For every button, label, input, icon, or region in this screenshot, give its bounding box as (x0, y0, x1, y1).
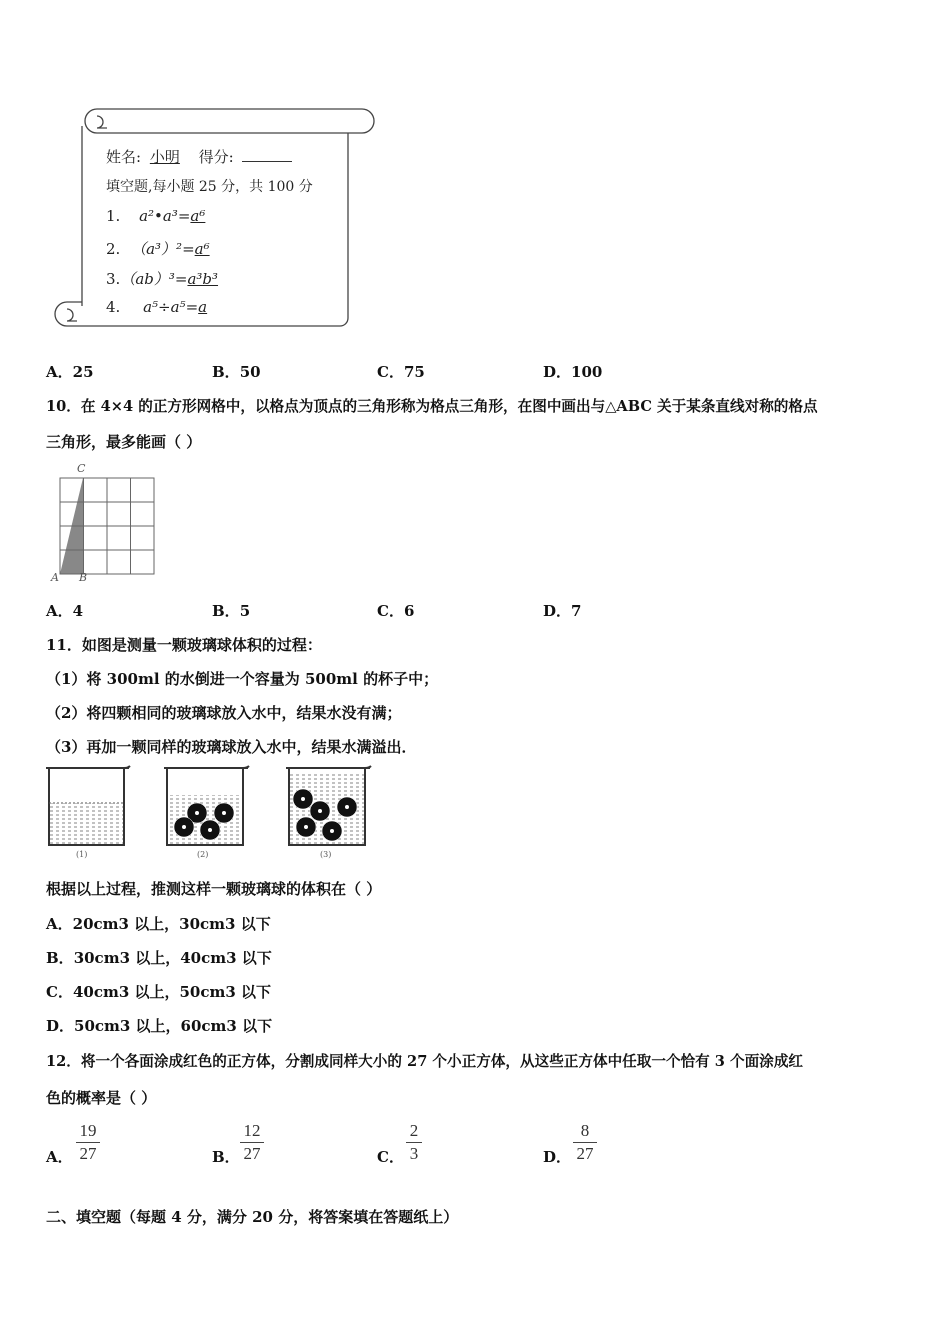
name-label: 姓名: (106, 148, 142, 166)
name-value: 小明 (149, 148, 180, 166)
scroll-name-line (106, 146, 292, 167)
q11-option-d[interactable]: D．50cm3 以上，60cm3 以下 (46, 1017, 273, 1035)
q12-stem-line1: 12．将一个各面涂成红色的正方体，分割成同样大小的 27 个小正方体，从这些正方体中任取一个恰有 3 个面涂成红 (46, 1053, 804, 1070)
q11-option-a[interactable]: A．20cm3 以上，30cm3 以下 (46, 915, 271, 933)
scroll-item: 1. a²•a³=a⁶ (106, 207, 206, 225)
grid-figure (46, 462, 161, 586)
q10-stem-line2: 三角形，最多能画（ ） (46, 433, 202, 451)
q10-option-a[interactable]: A．4 (46, 602, 84, 620)
scroll-item: 4. a⁵÷a⁵=a (106, 298, 208, 316)
q11-step-3: （3）再加一颗同样的玻璃球放入水中，结果水满溢出． (46, 738, 417, 756)
q12-option-b-label[interactable]: B． (212, 1148, 240, 1166)
q12-stem-line2: 色的概率是（ ） (46, 1089, 157, 1107)
q11-option-b[interactable]: B．30cm3 以上，40cm3 以下 (46, 949, 272, 967)
q9-option-d[interactable]: D．100 (543, 363, 603, 381)
label-a: A (51, 571, 59, 584)
q9-option-b[interactable]: B．50 (212, 363, 261, 381)
q11-question: 根据以上过程，推测这样一颗玻璃球的体积在（ ） (46, 880, 382, 898)
figure-label-3: (3) (320, 850, 332, 859)
scroll-item: 2. （a³）²=a⁶ (106, 240, 210, 258)
beakers-svg (44, 765, 379, 863)
scroll-item: 3.（ab）³=a³b³ (106, 270, 219, 288)
q9-option-a[interactable]: A．25 (46, 363, 94, 381)
q12-option-d-fraction[interactable]: $\frac{8}{27}$ (573, 1121, 597, 1164)
scroll-figure (52, 106, 382, 331)
section-2-heading: 二、填空题（每题 4 分，满分 20 分，将答案填在答题纸上） (46, 1208, 459, 1226)
q11-step-1: （1）将 300ml 的水倒进一个容量为 500ml 的杯子中； (46, 670, 439, 688)
label-b: B (79, 571, 88, 584)
q12-option-c-label[interactable]: C． (377, 1148, 404, 1166)
q12-option-d-label[interactable]: D． (543, 1148, 572, 1166)
beaker-figure (44, 765, 379, 863)
beaker-2 (164, 766, 249, 845)
q11-stem: 11．如图是测量一颗玻璃球体积的过程： (46, 636, 322, 654)
q9-option-c[interactable]: C．75 (377, 363, 425, 381)
grid-svg (46, 462, 161, 586)
q11-option-c[interactable]: C．40cm3 以上，50cm3 以下 (46, 983, 272, 1001)
beaker-3 (286, 766, 371, 845)
q10-option-b[interactable]: B．5 (212, 602, 251, 620)
scroll-instructions: 填空题,每小题 25 分，共 100 分 (106, 179, 313, 195)
q10-option-d[interactable]: D．7 (543, 602, 582, 620)
figure-label-2: (2) (197, 850, 209, 859)
beaker-1 (46, 766, 130, 845)
q12-option-a-label[interactable]: A． (46, 1148, 73, 1166)
q12-option-b-fraction[interactable]: $\frac{12}{27}$ (240, 1121, 264, 1164)
label-c: C (77, 462, 86, 475)
q12-option-c-fraction[interactable]: $\frac{2}{3}$ (406, 1121, 422, 1164)
figure-label-1: (1) (76, 850, 88, 859)
q11-step-2: （2）将四颗相同的玻璃球放入水中，结果水没有满； (46, 704, 402, 722)
q10-option-c[interactable]: C．6 (377, 602, 415, 620)
score-blank (242, 161, 292, 162)
q12-option-a-fraction[interactable]: $\frac{19}{27}$ (76, 1121, 100, 1164)
score-label: 得分: (198, 148, 234, 166)
scroll-outline (52, 106, 382, 331)
q10-stem-line1: 10．在 4×4 的正方形网格中，以格点为顶点的三角形称为格点三角形，在图中画出与△ABC 关于某条直线对称的格点 (46, 398, 818, 415)
